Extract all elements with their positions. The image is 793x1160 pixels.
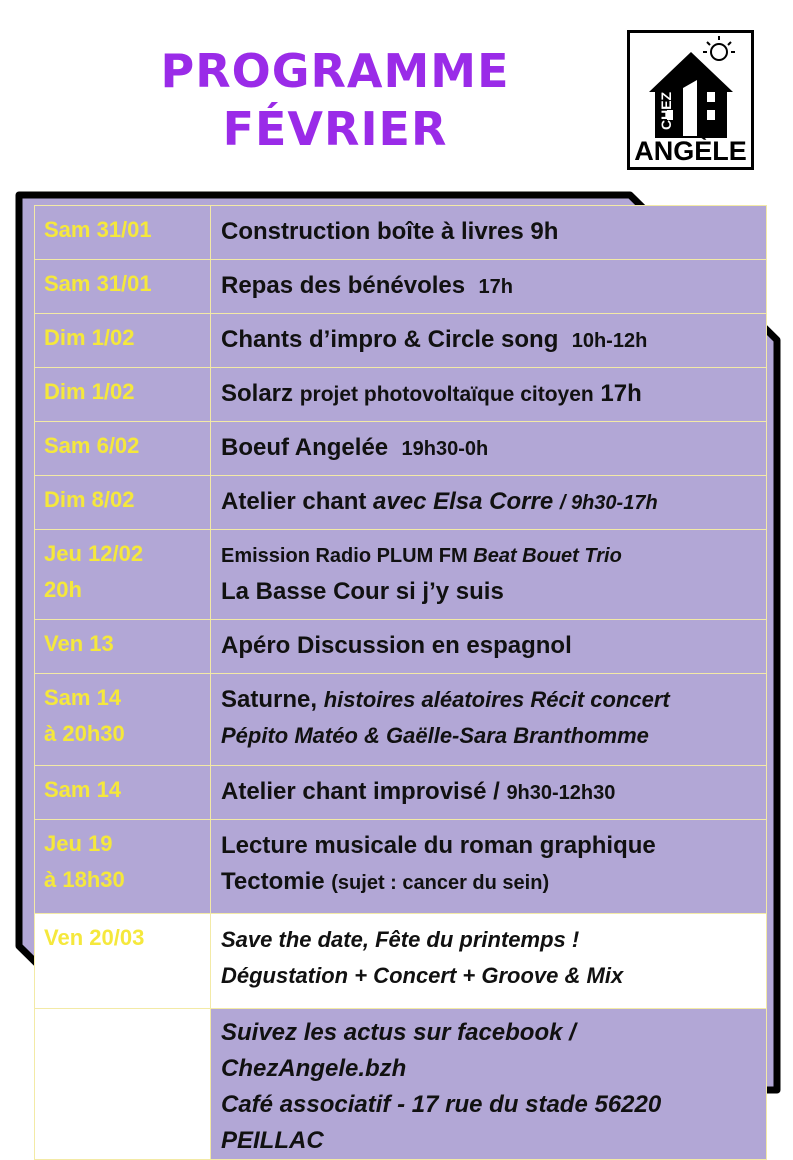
logo-text-angele: ANGÈLE bbox=[634, 136, 747, 166]
event-row bbox=[35, 260, 767, 314]
event-row bbox=[35, 314, 767, 368]
event-title: Solarz bbox=[221, 380, 294, 407]
event-time: à 18h30 bbox=[44, 867, 125, 892]
event-row bbox=[35, 620, 767, 674]
event-guest: Beat Bouet Trio bbox=[473, 545, 622, 567]
event-details bbox=[211, 260, 767, 314]
event-date bbox=[35, 674, 211, 766]
event-note: (sujet : cancer du sein) bbox=[331, 872, 550, 894]
event-row bbox=[35, 476, 767, 530]
event-title: Save the date, Fête du printemps ! bbox=[221, 927, 580, 952]
event-details bbox=[211, 766, 767, 820]
event-date-line: Sam 14 bbox=[44, 685, 122, 710]
event-title: Saturne, bbox=[221, 686, 318, 713]
event-time: à 20h30 bbox=[44, 721, 125, 746]
program-table bbox=[34, 205, 767, 1160]
event-row bbox=[35, 914, 767, 1009]
event-subtitle: histoires aléatoires Récit concert bbox=[323, 687, 670, 712]
event-date: Sam 14 bbox=[35, 766, 211, 820]
event-time: 20h bbox=[44, 577, 82, 602]
event-title: Lecture musicale du roman graphique bbox=[221, 832, 656, 859]
event-date: Ven 13 bbox=[35, 620, 211, 674]
event-subtitle: Dégustation + Concert + Groove & Mix bbox=[221, 963, 624, 988]
title-line-2: FÉVRIER bbox=[222, 102, 448, 156]
footer-facebook: Suivez les actus sur facebook / ChezAngele.bzh bbox=[221, 1019, 576, 1082]
event-subtitle: La Basse Cour si j’y suis bbox=[221, 578, 504, 605]
footer-address: Café associatif - 17 rue du stade 56220 PEILLAC bbox=[221, 1091, 662, 1154]
title-line-1: PROGRAMME bbox=[160, 44, 510, 98]
event-guest: Pépito Matéo & Gaëlle-Sara Branthomme bbox=[221, 723, 649, 748]
event-title: Apéro Discussion en espagnol bbox=[211, 620, 767, 674]
event-title-2: Tectomie bbox=[221, 868, 325, 895]
event-date: Ven 20/03 bbox=[35, 914, 211, 1009]
event-subtitle: projet photovoltaïque citoyen bbox=[299, 383, 594, 406]
event-time: / 9h30-17h bbox=[559, 492, 658, 514]
footer-info bbox=[211, 1009, 767, 1160]
event-date: Dim 8/02 bbox=[35, 476, 211, 530]
event-date: Sam 31/01 bbox=[35, 260, 211, 314]
footer-row bbox=[35, 1009, 767, 1160]
event-details bbox=[211, 476, 767, 530]
event-time: 9h30-12h30 bbox=[506, 782, 616, 804]
event-date: Sam 31/01 bbox=[35, 206, 211, 260]
footer-empty-cell bbox=[35, 1009, 211, 1160]
event-date-line: Jeu 12/02 bbox=[44, 541, 144, 566]
event-time: 17h bbox=[478, 276, 513, 298]
event-date: Dim 1/02 bbox=[35, 314, 211, 368]
event-title: Construction boîte à livres 9h bbox=[211, 206, 767, 260]
event-time: 19h30-0h bbox=[401, 438, 489, 460]
event-date-line: Jeu 19 bbox=[44, 831, 113, 856]
event-title: Atelier chant bbox=[221, 488, 367, 515]
event-row bbox=[35, 530, 767, 620]
event-row bbox=[35, 820, 767, 914]
event-title: Emission Radio PLUM FM bbox=[221, 545, 468, 567]
event-row bbox=[35, 422, 767, 476]
event-time: 10h-12h bbox=[571, 330, 648, 352]
event-details bbox=[211, 820, 767, 914]
event-title: Boeuf Angelée bbox=[221, 434, 389, 461]
event-row bbox=[35, 206, 767, 260]
event-date bbox=[35, 530, 211, 620]
event-details bbox=[211, 530, 767, 620]
event-title: Chants d’impro & Circle song bbox=[221, 326, 559, 353]
logo-text-chez: CHEZ bbox=[658, 91, 674, 130]
event-details bbox=[211, 368, 767, 422]
event-details bbox=[211, 422, 767, 476]
event-title: Repas des bénévoles bbox=[221, 272, 466, 299]
event-details bbox=[211, 314, 767, 368]
event-row bbox=[35, 674, 767, 766]
event-date: Dim 1/02 bbox=[35, 368, 211, 422]
event-date: Sam 6/02 bbox=[35, 422, 211, 476]
event-row bbox=[35, 368, 767, 422]
event-guest: avec Elsa Corre bbox=[373, 488, 554, 515]
event-details bbox=[211, 674, 767, 766]
event-details bbox=[211, 914, 767, 1009]
event-title: Atelier chant improvisé / bbox=[221, 778, 500, 805]
event-date bbox=[35, 820, 211, 914]
event-time: 17h bbox=[600, 380, 642, 407]
event-row bbox=[35, 766, 767, 820]
